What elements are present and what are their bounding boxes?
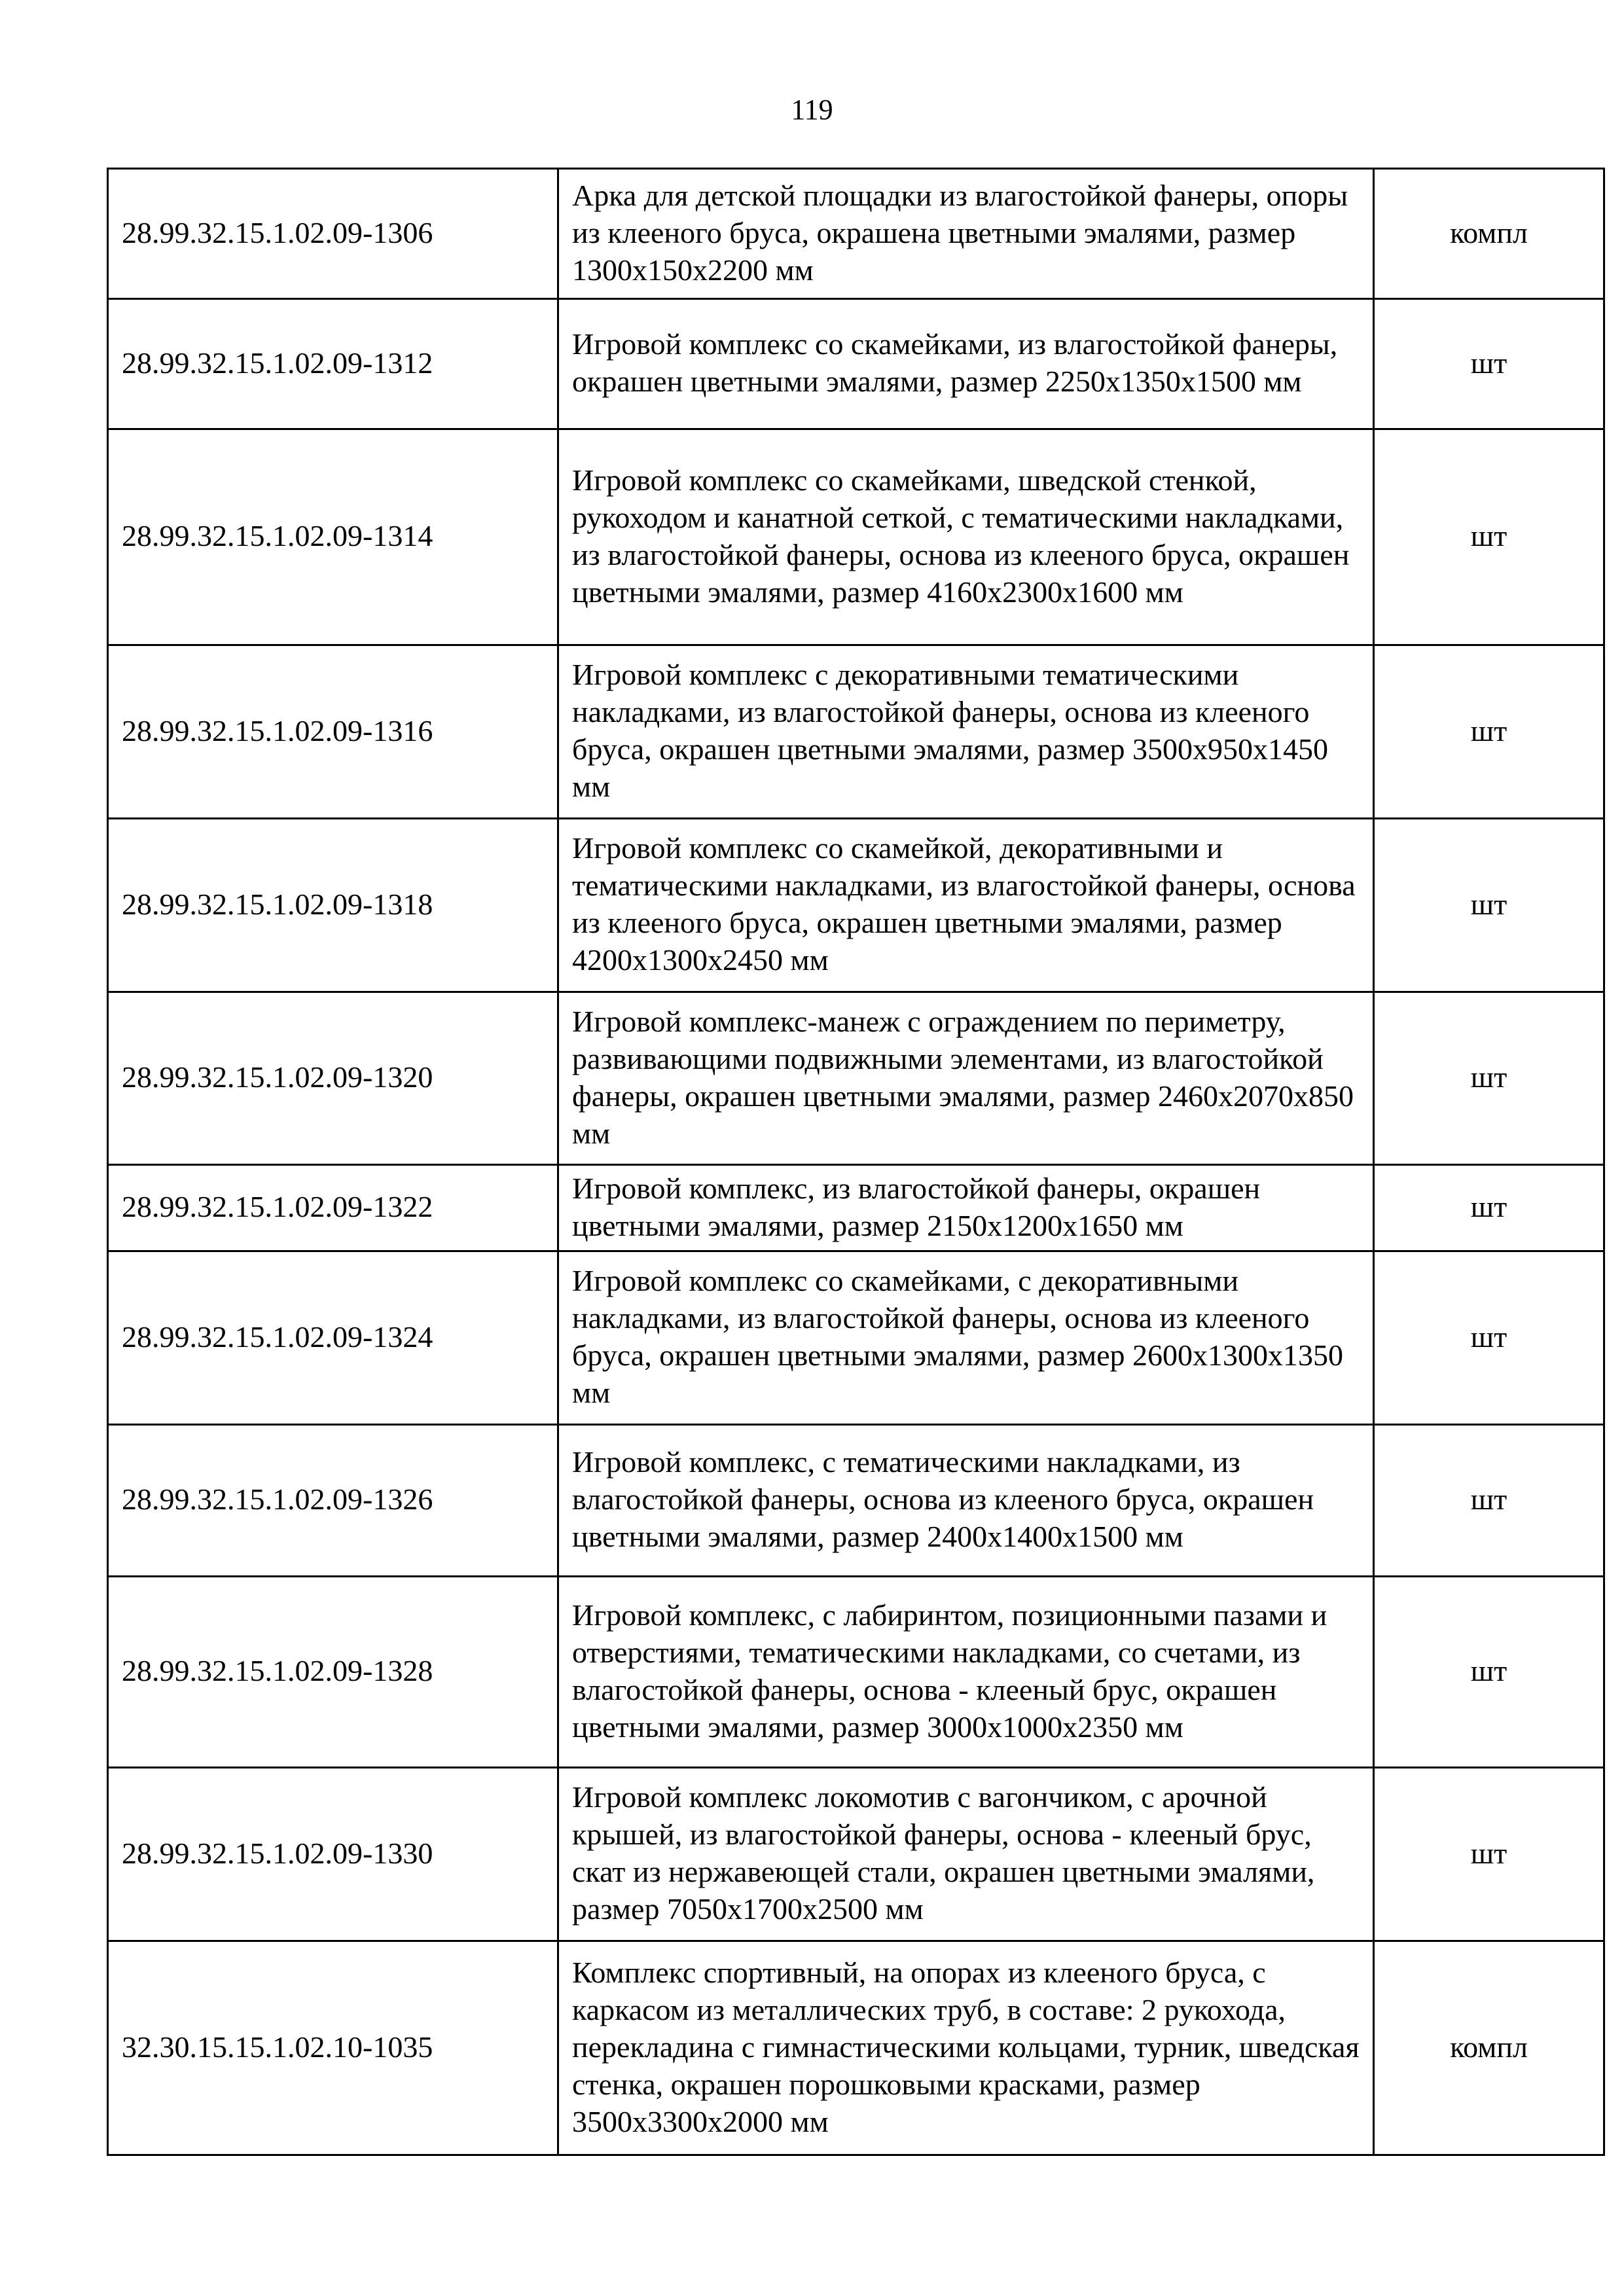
- item-code: 28.99.32.15.1.02.09-1314: [108, 429, 558, 645]
- table-row: [108, 819, 1604, 992]
- item-description: Игровой комплекс со скамейками, шведской стенкой, рукоходом и канатной сеткой, с тематическими накладками, из влагостойкой фанеры, основа из клееного бруса, окрашен цветными эмалями, размер 4160x2300x1600 мм: [558, 429, 1374, 645]
- item-unit: шт: [1374, 429, 1604, 645]
- item-description: Игровой комплекс со скамейкой, декоративными и тематическими накладками, из влагостойкой фанеры, основа из клееного бруса, окрашен цветными эмалями, размер 4200x1300x2450 мм: [558, 819, 1374, 992]
- table-row: [108, 645, 1604, 819]
- item-unit: шт: [1374, 645, 1604, 819]
- item-unit: шт: [1374, 1425, 1604, 1577]
- item-code: 28.99.32.15.1.02.09-1322: [108, 1165, 558, 1251]
- table-row: [108, 429, 1604, 645]
- catalog-table: [107, 168, 1605, 2156]
- table-row: [108, 1768, 1604, 1941]
- item-unit: шт: [1374, 992, 1604, 1165]
- item-description: Игровой комплекс, с лабиринтом, позиционными пазами и отверстиями, тематическими накладками, со счетами, из влагостойкой фанеры, основа - клееный брус, окрашен цветными эмалями, размер 3000x1000x2350 мм: [558, 1577, 1374, 1768]
- page-number: 119: [791, 94, 833, 126]
- table-row: [108, 1425, 1604, 1577]
- item-code: 28.99.32.15.1.02.09-1328: [108, 1577, 558, 1768]
- table-row: [108, 299, 1604, 429]
- item-unit: шт: [1374, 1165, 1604, 1251]
- item-code: 28.99.32.15.1.02.09-1312: [108, 299, 558, 429]
- item-description: Игровой комплекс, из влагостойкой фанеры, окрашен цветными эмалями, размер 2150x1200x1650 мм: [558, 1165, 1374, 1251]
- table-row: [108, 1165, 1604, 1251]
- item-code: 28.99.32.15.1.02.09-1306: [108, 169, 558, 299]
- item-description: Игровой комплекс локомотив с вагончиком, с арочной крышей, из влагостойкой фанеры, основа - клееный брус, скат из нержавеющей стали, окрашен цветными эмалями, размер 7050x1700x2500 мм: [558, 1768, 1374, 1941]
- table-row: [108, 169, 1604, 299]
- item-unit: шт: [1374, 819, 1604, 992]
- item-code: 28.99.32.15.1.02.09-1324: [108, 1251, 558, 1425]
- item-description: Арка для детской площадки из влагостойкой фанеры, опоры из клееного бруса, окрашена цветными эмалями, размер 1300x150x2200 мм: [558, 169, 1374, 299]
- item-unit: шт: [1374, 299, 1604, 429]
- item-description: Игровой комплекс-манеж с ограждением по периметру, развивающими подвижными элементами, из влагостойкой фанеры, окрашен цветными эмалями, размер 2460x2070x850 мм: [558, 992, 1374, 1165]
- table-row: [108, 1941, 1604, 2155]
- item-description: Игровой комплекс со скамейками, из влагостойкой фанеры, окрашен цветными эмалями, размер 2250x1350x1500 мм: [558, 299, 1374, 429]
- table-row: [108, 1577, 1604, 1768]
- item-unit: шт: [1374, 1768, 1604, 1941]
- item-code: 28.99.32.15.1.02.09-1318: [108, 819, 558, 992]
- item-code: 28.99.32.15.1.02.09-1316: [108, 645, 558, 819]
- table-row: [108, 1251, 1604, 1425]
- item-code: 28.99.32.15.1.02.09-1330: [108, 1768, 558, 1941]
- item-description: Комплекс спортивный, на опорах из клееного бруса, с каркасом из металлических труб, в составе: 2 рукохода, перекладина с гимнастическими кольцами, турник, шведская стенка, окрашен порошковыми красками, размер 3500x3300x2000 мм: [558, 1941, 1374, 2155]
- item-code: 28.99.32.15.1.02.09-1320: [108, 992, 558, 1165]
- item-code: 32.30.15.15.1.02.10-1035: [108, 1941, 558, 2155]
- item-unit: шт: [1374, 1577, 1604, 1768]
- item-unit: шт: [1374, 1251, 1604, 1425]
- item-unit: компл: [1374, 1941, 1604, 2155]
- item-code: 28.99.32.15.1.02.09-1326: [108, 1425, 558, 1577]
- item-unit: компл: [1374, 169, 1604, 299]
- item-description: Игровой комплекс со скамейками, с декоративными накладками, из влагостойкой фанеры, основа из клееного бруса, окрашен цветными эмалями, размер 2600x1300x1350 мм: [558, 1251, 1374, 1425]
- item-description: Игровой комплекс с декоративными тематическими накладками, из влагостойкой фанеры, основа из клееного бруса, окрашен цветными эмалями, размер 3500x950x1450 мм: [558, 645, 1374, 819]
- item-description: Игровой комплекс, с тематическими накладками, из влагостойкой фанеры, основа из клееного бруса, окрашен цветными эмалями, размер 2400x1400x1500 мм: [558, 1425, 1374, 1577]
- table-row: [108, 992, 1604, 1165]
